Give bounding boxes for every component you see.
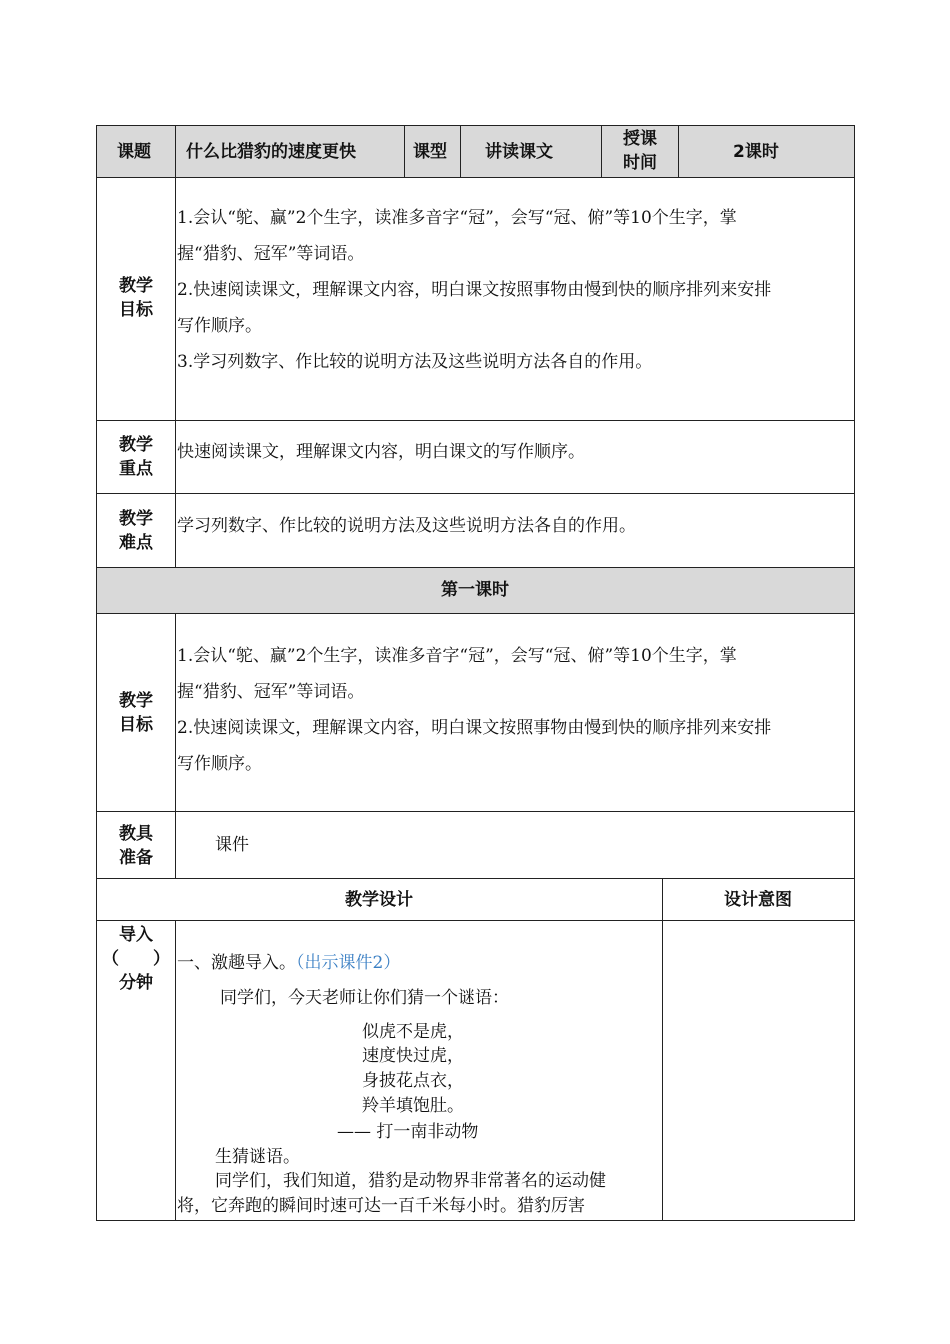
intent-header: 设计意图 — [724, 890, 792, 910]
lesson1-goal-line: 1.会认“鸵、赢”2个生字，读准多音字“冠”，会写“冠、俯”等10个生字，掌 — [177, 646, 737, 666]
time-value: 2课时 — [733, 142, 779, 162]
topic-value: 什么比猎豹的速度更快 — [186, 142, 356, 162]
intro-paragraph-2: 生猜谜语。 — [215, 1147, 300, 1167]
lesson1-goal-line: 2.快速阅读课文，理解课文内容，明白课文按照事物由慢到快的顺序排列来安排 — [177, 718, 772, 738]
riddle-line: 身披花点衣， — [362, 1071, 464, 1091]
tools-label: 教具 准备 — [119, 824, 153, 868]
goals-text — [177, 200, 771, 380]
intro-paragraph-1: 同学们，今天老师让你们猜一个谜语： — [220, 988, 509, 1008]
goals-line: 2.快速阅读课文，理解课文内容，明白课文按照事物由慢到快的顺序排列来安排 — [177, 280, 772, 300]
tools-value: 课件 — [215, 835, 249, 855]
difficulties-text: 学习列数字、作比较的说明方法及这些说明方法各自的作用。 — [177, 516, 636, 536]
riddle-line: 似虎不是虎， — [362, 1022, 464, 1042]
section-title: 一、激趣导入。（出示课件2） — [177, 953, 401, 973]
lesson1-title: 第一课时 — [441, 580, 509, 600]
type-label: 课型 — [413, 142, 447, 162]
time-label: 授课 时间 — [623, 129, 657, 173]
lesson1-goal-line: 写作顺序。 — [177, 754, 262, 774]
intro-label: 导入 （ ） 分钟 — [102, 925, 170, 993]
lesson1-goals-text — [177, 638, 771, 782]
design-header: 教学设计 — [345, 890, 413, 910]
type-value: 讲读课文 — [485, 142, 553, 162]
goals-line: 写作顺序。 — [177, 316, 262, 336]
key-points-label: 教学 重点 — [119, 435, 153, 479]
intro-paragraph-3b: 将，它奔跑的瞬间时速可达一百千米每小时。猎豹厉害 — [177, 1196, 585, 1216]
lesson1-goals-label: 教学 目标 — [119, 691, 153, 735]
riddle-line: 羚羊填饱肚。 — [362, 1096, 464, 1116]
riddle-hint: —— 打一南非动物 — [337, 1122, 479, 1142]
goals-line: 握“猎豹、冠军”等词语。 — [177, 244, 365, 264]
goals-line: 3.学习列数字、作比较的说明方法及这些说明方法各自的作用。 — [177, 352, 653, 372]
intro-paragraph-3a: 同学们，我们知道，猎豹是动物界非常著名的运动健 — [215, 1171, 606, 1191]
lesson1-goal-line: 握“猎豹、冠军”等词语。 — [177, 682, 365, 702]
courseware-hint: （出示课件2） — [296, 953, 401, 973]
goals-label: 教学 目标 — [119, 276, 153, 320]
goals-line: 1.会认“鸵、赢”2个生字，读准多音字“冠”，会写“冠、俯”等10个生字，掌 — [177, 208, 737, 228]
key-points-text: 快速阅读课文，理解课文内容，明白课文的写作顺序。 — [177, 442, 585, 462]
topic-label: 课题 — [117, 142, 151, 162]
difficulties-label: 教学 难点 — [119, 509, 153, 553]
riddle-line: 速度快过虎， — [362, 1046, 464, 1066]
